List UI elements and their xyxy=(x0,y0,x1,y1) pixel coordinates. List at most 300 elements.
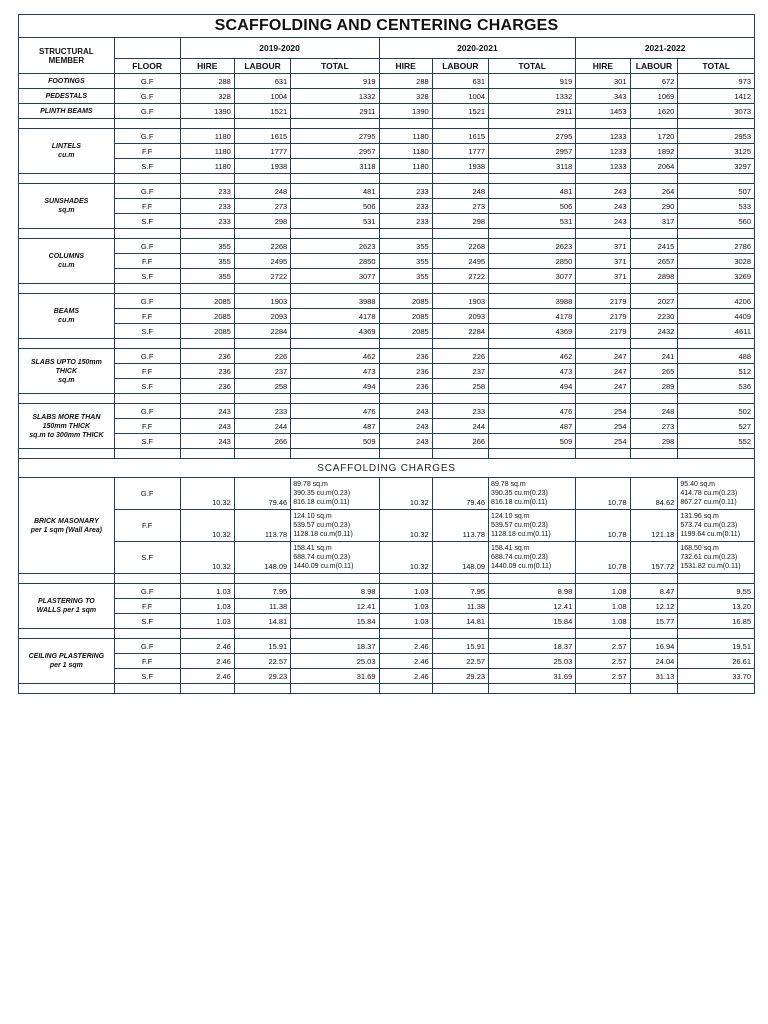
total-cell: 1332 xyxy=(489,89,576,104)
hire-cell: 2085 xyxy=(180,309,234,324)
labour-cell: 289 xyxy=(630,379,678,394)
header-year-3: 2021-2022 xyxy=(576,38,755,59)
hire-cell: 2179 xyxy=(576,309,630,324)
member-label: BEAMS cu.m xyxy=(19,294,115,339)
spacer-cell xyxy=(576,574,630,584)
floor-cell: G.F xyxy=(114,89,180,104)
spacer-cell xyxy=(114,174,180,184)
spacer-cell xyxy=(489,229,576,239)
spacer-cell xyxy=(630,339,678,349)
total-cell: 15.84 xyxy=(489,614,576,629)
hire-cell: 355 xyxy=(180,254,234,269)
hire-cell: 1390 xyxy=(379,104,432,119)
brick-row xyxy=(19,478,755,510)
floor-cell: F.F xyxy=(114,599,180,614)
total-cell: 476 xyxy=(291,404,379,419)
hire-cell: 243 xyxy=(379,434,432,449)
labour-cell: 7.95 xyxy=(234,584,290,599)
table-row xyxy=(19,599,755,614)
spacer-cell xyxy=(630,174,678,184)
total-cell: 473 xyxy=(291,364,379,379)
hire-cell: 247 xyxy=(576,349,630,364)
total-cell: 973 xyxy=(678,74,755,89)
total-cell: 494 xyxy=(291,379,379,394)
sheet-title: SCAFFOLDING AND CENTERING CHARGES xyxy=(18,14,755,37)
hire-cell: 2.57 xyxy=(576,654,630,669)
total-cell: 506 xyxy=(291,199,379,214)
hire-cell: 10.32 xyxy=(180,542,234,574)
hire-cell: 236 xyxy=(180,379,234,394)
floor-cell: G.F xyxy=(114,349,180,364)
spacer-cell xyxy=(678,119,755,129)
labour-cell: 2722 xyxy=(432,269,488,284)
brick-area-note: 89.78 sq.m 390.35 cu.m(0.23) 816.18 cu.m(0.11) xyxy=(291,478,379,510)
header-hire: HIRE xyxy=(379,59,432,74)
hire-cell: 10.78 xyxy=(576,510,630,542)
table-row xyxy=(19,159,755,174)
spacer-cell xyxy=(379,119,432,129)
labour-cell: 31.13 xyxy=(630,669,678,684)
member-label: PLASTERING TO WALLS per 1 sqm xyxy=(19,584,115,629)
hire-cell: 10.32 xyxy=(379,542,432,574)
hire-cell: 1180 xyxy=(180,159,234,174)
floor-cell: F.F xyxy=(114,254,180,269)
floor-cell: F.F xyxy=(114,199,180,214)
spacer-cell xyxy=(576,449,630,459)
hire-cell: 288 xyxy=(180,74,234,89)
spacer-cell xyxy=(489,629,576,639)
total-cell: 26.61 xyxy=(678,654,755,669)
spacer-row xyxy=(19,339,755,349)
total-cell: 536 xyxy=(678,379,755,394)
spacer-cell xyxy=(379,684,432,694)
spacer-cell xyxy=(678,174,755,184)
hire-cell: 243 xyxy=(576,214,630,229)
table-row xyxy=(19,294,755,309)
total-cell: 2623 xyxy=(291,239,379,254)
labour-cell: 11.38 xyxy=(234,599,290,614)
spacer-cell xyxy=(379,229,432,239)
header-total: TOTAL xyxy=(489,59,576,74)
floor-cell: G.F xyxy=(114,239,180,254)
spacer-cell xyxy=(19,394,115,404)
total-cell: 2911 xyxy=(489,104,576,119)
hire-cell: 243 xyxy=(180,404,234,419)
floor-cell: S.F xyxy=(114,324,180,339)
spacer-cell xyxy=(19,449,115,459)
spacer-cell xyxy=(432,394,488,404)
labour-cell: 1892 xyxy=(630,144,678,159)
header-hire: HIRE xyxy=(180,59,234,74)
brick-area-note: 124.10 sq.m 539.57 cu.m(0.23) 1128.18 cu.m(0.11) xyxy=(489,510,576,542)
hire-cell: 247 xyxy=(576,364,630,379)
total-cell: 4409 xyxy=(678,309,755,324)
total-cell: 919 xyxy=(489,74,576,89)
hire-cell: 1180 xyxy=(379,144,432,159)
spacer-cell xyxy=(114,119,180,129)
spacer-cell xyxy=(630,449,678,459)
total-cell: 16.85 xyxy=(678,614,755,629)
spacer-cell xyxy=(432,339,488,349)
hire-cell: 355 xyxy=(180,239,234,254)
hire-cell: 1.03 xyxy=(379,584,432,599)
spacer-cell xyxy=(678,339,755,349)
spacer-cell xyxy=(379,629,432,639)
total-cell: 487 xyxy=(489,419,576,434)
hire-cell: 301 xyxy=(576,74,630,89)
header-labour: LABOUR xyxy=(630,59,678,74)
labour-cell: 7.95 xyxy=(432,584,488,599)
member-label: COLUMNS cu.m xyxy=(19,239,115,284)
labour-cell: 241 xyxy=(630,349,678,364)
hire-cell: 2.46 xyxy=(379,654,432,669)
labour-cell: 14.81 xyxy=(432,614,488,629)
labour-cell: 2064 xyxy=(630,159,678,174)
table-row xyxy=(19,184,755,199)
total-cell: 509 xyxy=(291,434,379,449)
hire-cell: 2085 xyxy=(379,294,432,309)
floor-cell: S.F xyxy=(114,269,180,284)
spacer-cell xyxy=(576,339,630,349)
total-cell: 2623 xyxy=(489,239,576,254)
total-cell: 3118 xyxy=(291,159,379,174)
total-cell: 494 xyxy=(489,379,576,394)
spacer-row xyxy=(19,449,755,459)
total-cell: 2957 xyxy=(489,144,576,159)
spacer-cell xyxy=(291,119,379,129)
hire-cell: 371 xyxy=(576,254,630,269)
labour-cell: 298 xyxy=(630,434,678,449)
total-cell: 1412 xyxy=(678,89,755,104)
spacer-cell xyxy=(19,629,115,639)
total-cell: 473 xyxy=(489,364,576,379)
floor-cell: S.F xyxy=(114,542,180,574)
labour-cell: 2284 xyxy=(432,324,488,339)
spacer-cell xyxy=(432,684,488,694)
total-cell: 3988 xyxy=(489,294,576,309)
spacer-cell xyxy=(489,119,576,129)
total-cell: 3125 xyxy=(678,144,755,159)
labour-cell: 1720 xyxy=(630,129,678,144)
spacer-cell xyxy=(630,119,678,129)
spacer-cell xyxy=(234,229,290,239)
hire-cell: 2.57 xyxy=(576,669,630,684)
spacer-cell xyxy=(379,174,432,184)
total-cell: 2795 xyxy=(291,129,379,144)
total-cell: 4369 xyxy=(291,324,379,339)
hire-cell: 243 xyxy=(180,419,234,434)
table-row xyxy=(19,89,755,104)
hire-cell: 233 xyxy=(379,214,432,229)
spacer-cell xyxy=(291,284,379,294)
spacer-cell xyxy=(114,394,180,404)
total-cell: 8.98 xyxy=(291,584,379,599)
total-cell: 560 xyxy=(678,214,755,229)
spacer-row xyxy=(19,574,755,584)
hire-cell: 243 xyxy=(379,419,432,434)
hire-cell: 355 xyxy=(379,239,432,254)
spacer-cell xyxy=(291,629,379,639)
hire-cell: 254 xyxy=(576,419,630,434)
spacer-row xyxy=(19,229,755,239)
total-cell: 2850 xyxy=(291,254,379,269)
hire-cell: 1.08 xyxy=(576,599,630,614)
table-row xyxy=(19,584,755,599)
total-cell: 512 xyxy=(678,364,755,379)
total-cell: 4178 xyxy=(489,309,576,324)
spacer-cell xyxy=(489,394,576,404)
total-cell: 2850 xyxy=(489,254,576,269)
labour-cell: 121.18 xyxy=(630,510,678,542)
table-row xyxy=(19,129,755,144)
hire-cell: 371 xyxy=(576,269,630,284)
hire-cell: 1390 xyxy=(180,104,234,119)
total-cell: 919 xyxy=(291,74,379,89)
labour-cell: 29.23 xyxy=(234,669,290,684)
total-cell: 33.70 xyxy=(678,669,755,684)
spacer-cell xyxy=(678,574,755,584)
hire-cell: 247 xyxy=(576,379,630,394)
labour-cell: 273 xyxy=(432,199,488,214)
labour-cell: 11.38 xyxy=(432,599,488,614)
hire-cell: 2085 xyxy=(379,309,432,324)
labour-cell: 258 xyxy=(234,379,290,394)
table-row xyxy=(19,254,755,269)
spacer-cell xyxy=(234,684,290,694)
spacer-cell xyxy=(19,574,115,584)
spacer-cell xyxy=(678,449,755,459)
brick-area-note: 131.96 sq.m 573.74 cu.m(0.23) 1199.64 cu.m(0.11) xyxy=(678,510,755,542)
total-cell: 3077 xyxy=(291,269,379,284)
hire-cell: 343 xyxy=(576,89,630,104)
spacer-cell xyxy=(291,684,379,694)
hire-cell: 236 xyxy=(180,349,234,364)
spacer-cell xyxy=(180,629,234,639)
member-label: LINTELS cu.m xyxy=(19,129,115,174)
brick-row xyxy=(19,542,755,574)
floor-cell: S.F xyxy=(114,214,180,229)
section-row xyxy=(19,459,755,478)
spacer-cell xyxy=(291,174,379,184)
total-cell: 15.84 xyxy=(291,614,379,629)
spacer-cell xyxy=(576,229,630,239)
total-cell: 488 xyxy=(678,349,755,364)
spacer-cell xyxy=(576,174,630,184)
brick-area-note: 158.41 sq.m 688.74 cu.m(0.23) 1440.09 cu.m(0.11) xyxy=(489,542,576,574)
total-cell: 4369 xyxy=(489,324,576,339)
labour-cell: 1938 xyxy=(234,159,290,174)
labour-cell: 1777 xyxy=(234,144,290,159)
member-label: PEDESTALS xyxy=(19,89,115,104)
spacer-cell xyxy=(114,684,180,694)
hire-cell: 1233 xyxy=(576,144,630,159)
hire-cell: 10.32 xyxy=(379,478,432,510)
hire-cell: 236 xyxy=(379,349,432,364)
table-row xyxy=(19,269,755,284)
labour-cell: 237 xyxy=(432,364,488,379)
table-row xyxy=(19,239,755,254)
spacer-cell xyxy=(630,229,678,239)
total-cell: 462 xyxy=(291,349,379,364)
total-cell: 552 xyxy=(678,434,755,449)
spacer-row xyxy=(19,629,755,639)
spacer-cell xyxy=(489,684,576,694)
member-label: FOOTINGS xyxy=(19,74,115,89)
spacer-cell xyxy=(180,394,234,404)
labour-cell: 79.46 xyxy=(432,478,488,510)
hire-cell: 2.46 xyxy=(379,639,432,654)
spacer-cell xyxy=(630,684,678,694)
labour-cell: 2657 xyxy=(630,254,678,269)
spacer-cell xyxy=(630,394,678,404)
labour-cell: 1615 xyxy=(234,129,290,144)
hire-cell: 254 xyxy=(576,404,630,419)
total-cell: 31.69 xyxy=(489,669,576,684)
labour-cell: 248 xyxy=(234,184,290,199)
total-cell: 533 xyxy=(678,199,755,214)
spacer-cell xyxy=(630,284,678,294)
labour-cell: 1938 xyxy=(432,159,488,174)
labour-cell: 1069 xyxy=(630,89,678,104)
hire-cell: 355 xyxy=(180,269,234,284)
labour-cell: 12.12 xyxy=(630,599,678,614)
scaffolding-section-title: SCAFFOLDING CHARGES xyxy=(19,459,755,478)
table-row xyxy=(19,434,755,449)
spacer-cell xyxy=(678,394,755,404)
labour-cell: 1521 xyxy=(432,104,488,119)
total-cell: 2786 xyxy=(678,239,755,254)
total-cell: 9.55 xyxy=(678,584,755,599)
labour-cell: 273 xyxy=(234,199,290,214)
labour-cell: 631 xyxy=(432,74,488,89)
brick-area-note: 124.10 sq.m 539.57 cu.m(0.23) 1128.18 cu.m(0.11) xyxy=(291,510,379,542)
spacer-cell xyxy=(576,629,630,639)
spacer-cell xyxy=(291,574,379,584)
hire-cell: 233 xyxy=(180,214,234,229)
labour-cell: 22.57 xyxy=(432,654,488,669)
table-row xyxy=(19,349,755,364)
spacer-cell xyxy=(432,119,488,129)
spacer-cell xyxy=(114,449,180,459)
floor-cell: G.F xyxy=(114,129,180,144)
hire-cell: 2085 xyxy=(180,324,234,339)
total-cell: 3297 xyxy=(678,159,755,174)
labour-cell: 264 xyxy=(630,184,678,199)
total-cell: 12.41 xyxy=(489,599,576,614)
table-body xyxy=(19,38,755,694)
spacer-cell xyxy=(234,284,290,294)
labour-cell: 113.78 xyxy=(432,510,488,542)
spacer-cell xyxy=(234,174,290,184)
spacer-cell xyxy=(180,284,234,294)
hire-cell: 233 xyxy=(379,184,432,199)
total-cell: 25.03 xyxy=(489,654,576,669)
total-cell: 2957 xyxy=(291,144,379,159)
table-row xyxy=(19,324,755,339)
labour-cell: 15.77 xyxy=(630,614,678,629)
member-label: CEILING PLASTERING per 1 sqm xyxy=(19,639,115,684)
labour-cell: 2415 xyxy=(630,239,678,254)
labour-cell: 1521 xyxy=(234,104,290,119)
charges-table xyxy=(18,37,755,694)
spacer-cell xyxy=(489,574,576,584)
table-row xyxy=(19,654,755,669)
spacer-cell xyxy=(576,394,630,404)
total-cell: 507 xyxy=(678,184,755,199)
hire-cell: 233 xyxy=(180,184,234,199)
labour-cell: 290 xyxy=(630,199,678,214)
header-labour: LABOUR xyxy=(234,59,290,74)
header-blank xyxy=(114,38,180,59)
labour-cell: 298 xyxy=(234,214,290,229)
spacer-cell xyxy=(180,119,234,129)
spacer-cell xyxy=(19,174,115,184)
labour-cell: 631 xyxy=(234,74,290,89)
header-year-1: 2019-2020 xyxy=(180,38,379,59)
hire-cell: 254 xyxy=(576,434,630,449)
labour-cell: 22.57 xyxy=(234,654,290,669)
spacer-cell xyxy=(19,284,115,294)
floor-cell: G.F xyxy=(114,639,180,654)
total-cell: 8.98 xyxy=(489,584,576,599)
labour-cell: 16.94 xyxy=(630,639,678,654)
spacer-cell xyxy=(180,574,234,584)
hire-cell: 1180 xyxy=(379,159,432,174)
spacer-cell xyxy=(234,629,290,639)
table-row xyxy=(19,669,755,684)
spacer-row xyxy=(19,684,755,694)
labour-cell: 265 xyxy=(630,364,678,379)
labour-cell: 1620 xyxy=(630,104,678,119)
hire-cell: 1180 xyxy=(180,129,234,144)
total-cell: 531 xyxy=(489,214,576,229)
labour-cell: 233 xyxy=(234,404,290,419)
total-cell: 31.69 xyxy=(291,669,379,684)
spacer-cell xyxy=(489,449,576,459)
spacer-cell xyxy=(432,229,488,239)
table-row xyxy=(19,404,755,419)
header-floor: FLOOR xyxy=(114,59,180,74)
brick-area-note: 158.41 sq.m 688.74 cu.m(0.23) 1440.09 cu.m(0.11) xyxy=(291,542,379,574)
total-cell: 3269 xyxy=(678,269,755,284)
member-label: BRICK MASONARY per 1 sqm (Wall Area) xyxy=(19,478,115,574)
total-cell: 531 xyxy=(291,214,379,229)
hire-cell: 328 xyxy=(180,89,234,104)
spacer-cell xyxy=(114,629,180,639)
hire-cell: 1233 xyxy=(576,129,630,144)
floor-cell: G.F xyxy=(114,74,180,89)
header-hire: HIRE xyxy=(576,59,630,74)
labour-cell: 226 xyxy=(234,349,290,364)
total-cell: 506 xyxy=(489,199,576,214)
spacer-cell xyxy=(234,449,290,459)
hire-cell: 328 xyxy=(379,89,432,104)
total-cell: 502 xyxy=(678,404,755,419)
labour-cell: 273 xyxy=(630,419,678,434)
total-cell: 4206 xyxy=(678,294,755,309)
hire-cell: 1180 xyxy=(379,129,432,144)
floor-cell: G.F xyxy=(114,584,180,599)
labour-cell: 148.09 xyxy=(432,542,488,574)
floor-cell: G.F xyxy=(114,104,180,119)
spacer-cell xyxy=(291,394,379,404)
spacer-cell xyxy=(379,394,432,404)
brick-area-note: 89.78 sq.m 390.35 cu.m(0.23) 816.18 cu.m(0.11) xyxy=(489,478,576,510)
hire-cell: 233 xyxy=(180,199,234,214)
header-labour: LABOUR xyxy=(432,59,488,74)
labour-cell: 233 xyxy=(432,404,488,419)
hire-cell: 1453 xyxy=(576,104,630,119)
